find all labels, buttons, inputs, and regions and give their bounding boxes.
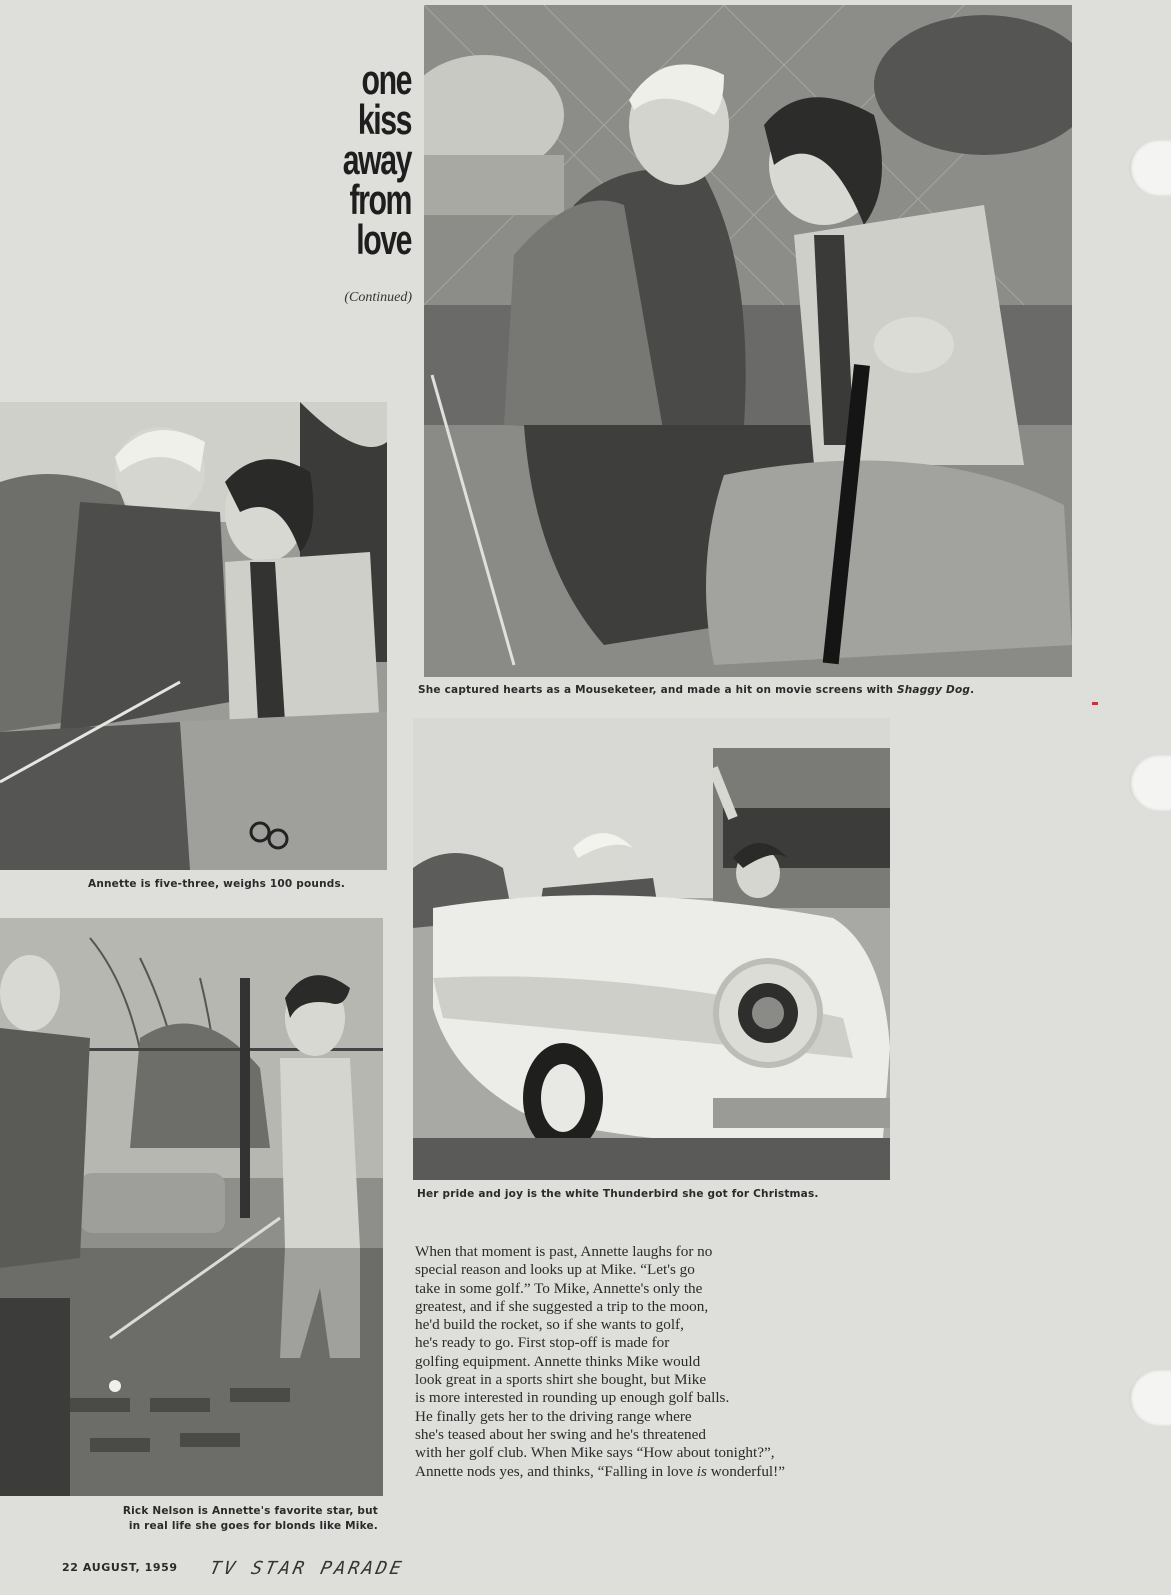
caption-emphasis: Shaggy Dog [896, 684, 971, 696]
body-line: golfing equipment. Annette thinks Mike would [415, 1352, 701, 1370]
binder-hole [1129, 1370, 1171, 1426]
handwritten-magazine-name: TV STAR PARADE [207, 1558, 406, 1579]
body-line: look great in a sports shirt she bought, but Mike [415, 1371, 707, 1389]
caption-left-middle: Annette is five-three, weighs 100 pounds. [88, 878, 346, 890]
body-line: is more interested in rounding up enough golf balls. [415, 1389, 730, 1407]
binder-hole [1129, 755, 1171, 811]
binder-hole [1129, 140, 1171, 196]
body-line: special reason and looks up at Mike. “Let's go [415, 1261, 695, 1279]
caption-left-bottom [78, 1504, 378, 1534]
red-mark [1092, 702, 1098, 705]
body-emphasis: is [696, 1462, 707, 1480]
caption-top-right: She captured hearts as a Mouseketeer, and made a hit on movie screens with Shaggy Dog. [418, 684, 975, 696]
title-line: one [361, 56, 411, 103]
photo-driving-range [0, 918, 383, 1496]
article-title [267, 56, 411, 263]
body-line: He finally gets her to the driving range where [415, 1407, 692, 1425]
title-line: love [356, 216, 411, 263]
photo-couple-sunglasses [0, 402, 387, 870]
caption-line: Rick Nelson is Annette's favorite star, but [122, 1505, 378, 1517]
title-line: kiss [357, 96, 411, 143]
photo-couple-golf-clubs [424, 5, 1072, 677]
title-line: away [342, 136, 411, 183]
photo-white-thunderbird [413, 718, 890, 1180]
folio-page-date: 22 AUGUST, 1959 [62, 1561, 178, 1574]
body-last-line: Annette nods yes, and thinks, “Falling in love is wonderful!” [415, 1462, 785, 1480]
body-line: When that moment is past, Annette laughs for no [415, 1243, 713, 1260]
caption-line: in real life she goes for blonds like Mike. [128, 1520, 378, 1532]
continued-label: (Continued) [344, 290, 412, 305]
body-line: he'd build the rocket, so if she wants to golf, [415, 1316, 684, 1334]
body-line: take in some golf.” To Mike, Annette's only the [415, 1279, 703, 1297]
article-body [415, 1243, 895, 1481]
title-line: from [349, 176, 411, 223]
caption-right-middle: Her pride and joy is the white Thunderbird she got for Christmas. [417, 1188, 819, 1200]
body-line: greatest, and if she suggested a trip to the moon, [415, 1297, 709, 1315]
body-line: with her golf club. When Mike says “How about tonight?”, [415, 1444, 775, 1462]
body-line: he's ready to go. First stop-off is made for [415, 1334, 670, 1352]
body-line: she's teased about her swing and he's threatened [415, 1425, 706, 1443]
